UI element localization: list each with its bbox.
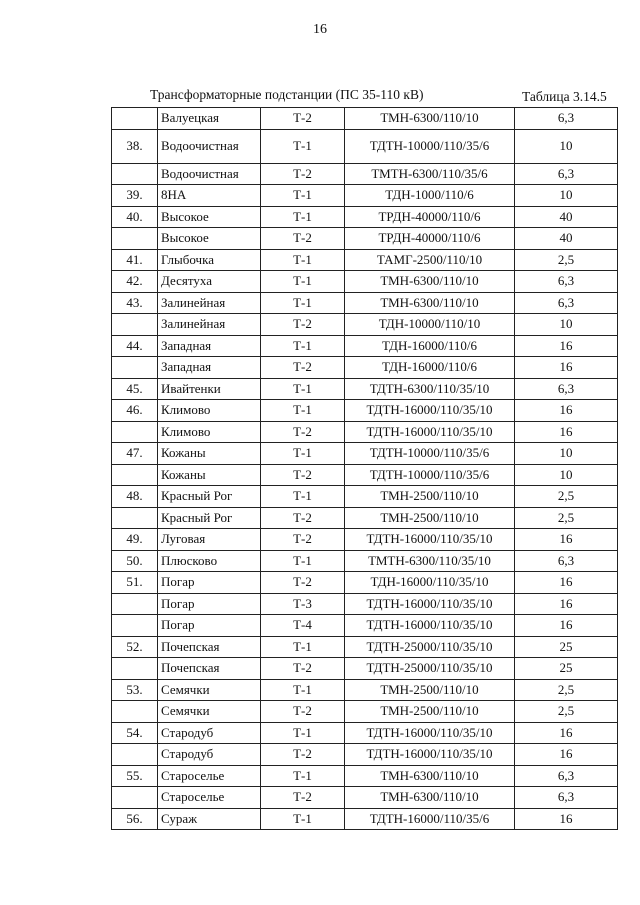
substation-name: Почепская	[158, 636, 261, 658]
transformer-id: Т-1	[261, 129, 345, 163]
substation-name: Семячки	[158, 679, 261, 701]
row-number: 42.	[112, 271, 158, 293]
row-number	[112, 228, 158, 250]
rated-power: 2,5	[515, 679, 618, 701]
transformer-id: Т-1	[261, 378, 345, 400]
row-number: 47.	[112, 443, 158, 465]
row-number: 48.	[112, 486, 158, 508]
table-row	[112, 129, 618, 163]
transformer-id: Т-2	[261, 108, 345, 130]
page-number: 16	[313, 22, 327, 37]
rated-power: 40	[515, 228, 618, 250]
table-row	[112, 722, 618, 744]
rated-power: 16	[515, 593, 618, 615]
table-row	[112, 163, 618, 185]
row-number: 56.	[112, 808, 158, 830]
table-row	[112, 400, 618, 422]
substation-name: 8НА	[158, 185, 261, 207]
transformer-type: ТМН-2500/110/10	[345, 701, 515, 723]
rated-power: 2,5	[515, 507, 618, 529]
transformer-type: ТДТН-16000/110/35/10	[345, 744, 515, 766]
transformer-type: ТДН-16000/110/6	[345, 335, 515, 357]
row-number	[112, 787, 158, 809]
substation-name: Староселье	[158, 765, 261, 787]
transformer-type: ТДТН-16000/110/35/10	[345, 421, 515, 443]
rated-power: 2,5	[515, 701, 618, 723]
row-number: 52.	[112, 636, 158, 658]
row-number	[112, 108, 158, 130]
table-row	[112, 636, 618, 658]
rated-power: 6,3	[515, 765, 618, 787]
row-number: 39.	[112, 185, 158, 207]
substation-name: Залинейная	[158, 314, 261, 336]
transformer-id: Т-1	[261, 636, 345, 658]
transformer-type: ТДТН-16000/110/35/10	[345, 615, 515, 637]
rated-power: 6,3	[515, 108, 618, 130]
table-row	[112, 765, 618, 787]
substation-name: Погар	[158, 572, 261, 594]
table-row	[112, 486, 618, 508]
rated-power: 6,3	[515, 292, 618, 314]
row-number: 54.	[112, 722, 158, 744]
table-row	[112, 421, 618, 443]
substation-name: Кожаны	[158, 443, 261, 465]
transformer-type: ТДТН-25000/110/35/10	[345, 658, 515, 680]
rated-power: 6,3	[515, 550, 618, 572]
transformer-type: ТРДН-40000/110/6	[345, 206, 515, 228]
transformer-id: Т-1	[261, 765, 345, 787]
transformer-id: Т-2	[261, 464, 345, 486]
transformer-id: Т-2	[261, 572, 345, 594]
substation-name: Ивайтенки	[158, 378, 261, 400]
row-number: 45.	[112, 378, 158, 400]
transformer-type: ТМН-2500/110/10	[345, 679, 515, 701]
row-number	[112, 357, 158, 379]
transformer-type: ТДН-10000/110/10	[345, 314, 515, 336]
transformer-id: Т-2	[261, 744, 345, 766]
transformer-id: Т-3	[261, 593, 345, 615]
rated-power: 25	[515, 636, 618, 658]
substation-name: Кожаны	[158, 464, 261, 486]
row-number: 51.	[112, 572, 158, 594]
table-row	[112, 658, 618, 680]
transformer-type: ТДТН-6300/110/35/10	[345, 378, 515, 400]
transformer-type: ТДТН-16000/110/35/6	[345, 808, 515, 830]
table-row	[112, 292, 618, 314]
table-row	[112, 464, 618, 486]
transformer-type: ТМН-2500/110/10	[345, 507, 515, 529]
row-number	[112, 421, 158, 443]
transformer-id: Т-1	[261, 550, 345, 572]
transformer-id: Т-1	[261, 335, 345, 357]
transformer-type: ТМТН-6300/110/35/6	[345, 163, 515, 185]
substation-name: Климово	[158, 421, 261, 443]
transformer-id: Т-2	[261, 163, 345, 185]
rated-power: 16	[515, 357, 618, 379]
table-row	[112, 357, 618, 379]
row-number: 41.	[112, 249, 158, 271]
row-number	[112, 593, 158, 615]
rated-power: 16	[515, 615, 618, 637]
transformer-id: Т-1	[261, 808, 345, 830]
table-row	[112, 593, 618, 615]
transformer-id: Т-1	[261, 400, 345, 422]
rated-power: 6,3	[515, 271, 618, 293]
table-caption: Трансформаторные подстанции (ПС 35-110 кВ)	[150, 87, 424, 102]
rated-power: 16	[515, 529, 618, 551]
substation-name: Стародуб	[158, 744, 261, 766]
transformer-id: Т-2	[261, 357, 345, 379]
rated-power: 16	[515, 400, 618, 422]
table-row	[112, 185, 618, 207]
substation-name: Высокое	[158, 228, 261, 250]
substation-name: Староселье	[158, 787, 261, 809]
table-row	[112, 808, 618, 830]
transformer-id: Т-2	[261, 529, 345, 551]
transformer-type: ТМН-6300/110/10	[345, 108, 515, 130]
rated-power: 40	[515, 206, 618, 228]
rated-power: 10	[515, 185, 618, 207]
substation-name: Десятуха	[158, 271, 261, 293]
transformer-type: ТДТН-10000/110/35/6	[345, 464, 515, 486]
transformer-id: Т-1	[261, 292, 345, 314]
transformer-id: Т-2	[261, 658, 345, 680]
substation-name: Луговая	[158, 529, 261, 551]
transformer-type: ТДТН-16000/110/35/10	[345, 400, 515, 422]
transformer-id: Т-2	[261, 314, 345, 336]
transformer-type: ТДТН-16000/110/35/10	[345, 529, 515, 551]
transformer-type: ТДН-16000/110/6	[345, 357, 515, 379]
table-row	[112, 335, 618, 357]
table-row	[112, 744, 618, 766]
transformer-id: Т-4	[261, 615, 345, 637]
table-row	[112, 228, 618, 250]
table-label: Таблица 3.14.5	[522, 89, 607, 104]
rated-power: 16	[515, 421, 618, 443]
row-number	[112, 507, 158, 529]
transformer-type: ТДТН-16000/110/35/10	[345, 593, 515, 615]
transformer-type: ТДТН-10000/110/35/6	[345, 443, 515, 465]
table-row	[112, 529, 618, 551]
row-number: 46.	[112, 400, 158, 422]
row-number: 38.	[112, 129, 158, 163]
row-number	[112, 658, 158, 680]
transformer-type: ТРДН-40000/110/6	[345, 228, 515, 250]
table-row	[112, 378, 618, 400]
rated-power: 16	[515, 572, 618, 594]
transformer-type: ТДТН-10000/110/35/6	[345, 129, 515, 163]
transformer-type: ТМТН-6300/110/35/10	[345, 550, 515, 572]
table-body	[112, 108, 618, 830]
transformer-id: Т-1	[261, 486, 345, 508]
transformer-id: Т-1	[261, 185, 345, 207]
transformer-id: Т-2	[261, 228, 345, 250]
rated-power: 6,3	[515, 378, 618, 400]
substation-name: Западная	[158, 335, 261, 357]
transformer-id: Т-1	[261, 271, 345, 293]
substation-name: Водоочистная	[158, 163, 261, 185]
substation-name: Водоочистная	[158, 129, 261, 163]
transformer-type: ТМН-6300/110/10	[345, 787, 515, 809]
transformer-id: Т-2	[261, 701, 345, 723]
transformer-id: Т-1	[261, 722, 345, 744]
table-row	[112, 443, 618, 465]
rated-power: 25	[515, 658, 618, 680]
table-row	[112, 701, 618, 723]
row-number: 40.	[112, 206, 158, 228]
substation-name: Плюсково	[158, 550, 261, 572]
table-row	[112, 271, 618, 293]
table-row	[112, 572, 618, 594]
substation-name: Почепская	[158, 658, 261, 680]
rated-power: 16	[515, 744, 618, 766]
table-row	[112, 615, 618, 637]
substations-table	[111, 107, 618, 830]
rated-power: 16	[515, 722, 618, 744]
transformer-type: ТМН-6300/110/10	[345, 292, 515, 314]
rated-power: 6,3	[515, 163, 618, 185]
rated-power: 10	[515, 129, 618, 163]
substation-name: Валуецкая	[158, 108, 261, 130]
transformer-id: Т-1	[261, 443, 345, 465]
substation-name: Красный Рог	[158, 486, 261, 508]
table-row	[112, 787, 618, 809]
row-number	[112, 615, 158, 637]
table-row	[112, 249, 618, 271]
row-number	[112, 163, 158, 185]
substation-name: Сураж	[158, 808, 261, 830]
table-row	[112, 314, 618, 336]
row-number: 49.	[112, 529, 158, 551]
row-number: 43.	[112, 292, 158, 314]
table-row	[112, 206, 618, 228]
transformer-id: Т-1	[261, 249, 345, 271]
transformer-id: Т-1	[261, 206, 345, 228]
transformer-id: Т-2	[261, 787, 345, 809]
transformer-id: Т-2	[261, 507, 345, 529]
transformer-type: ТМН-2500/110/10	[345, 486, 515, 508]
transformer-type: ТМН-6300/110/10	[345, 765, 515, 787]
table-row	[112, 108, 618, 130]
substation-name: Погар	[158, 615, 261, 637]
table-row	[112, 507, 618, 529]
substation-name: Климово	[158, 400, 261, 422]
transformer-type: ТМН-6300/110/10	[345, 271, 515, 293]
row-number	[112, 464, 158, 486]
rated-power: 10	[515, 464, 618, 486]
transformer-type: ТАМГ-2500/110/10	[345, 249, 515, 271]
rated-power: 2,5	[515, 486, 618, 508]
row-number: 55.	[112, 765, 158, 787]
row-number	[112, 744, 158, 766]
rated-power: 10	[515, 443, 618, 465]
row-number	[112, 314, 158, 336]
substation-name: Погар	[158, 593, 261, 615]
substation-name: Западная	[158, 357, 261, 379]
rated-power: 10	[515, 314, 618, 336]
substation-name: Стародуб	[158, 722, 261, 744]
transformer-type: ТДТН-25000/110/35/10	[345, 636, 515, 658]
transformer-id: Т-2	[261, 421, 345, 443]
transformer-type: ТДН-1000/110/6	[345, 185, 515, 207]
rated-power: 16	[515, 808, 618, 830]
substation-name: Глыбочка	[158, 249, 261, 271]
rated-power: 16	[515, 335, 618, 357]
substation-name: Семячки	[158, 701, 261, 723]
table-row	[112, 679, 618, 701]
substation-name: Высокое	[158, 206, 261, 228]
table-row	[112, 550, 618, 572]
row-number: 53.	[112, 679, 158, 701]
transformer-type: ТДТН-16000/110/35/10	[345, 722, 515, 744]
row-number	[112, 701, 158, 723]
substation-name: Залинейная	[158, 292, 261, 314]
transformer-type: ТДН-16000/110/35/10	[345, 572, 515, 594]
rated-power: 6,3	[515, 787, 618, 809]
row-number: 44.	[112, 335, 158, 357]
rated-power: 2,5	[515, 249, 618, 271]
substation-name: Красный Рог	[158, 507, 261, 529]
transformer-id: Т-1	[261, 679, 345, 701]
row-number: 50.	[112, 550, 158, 572]
